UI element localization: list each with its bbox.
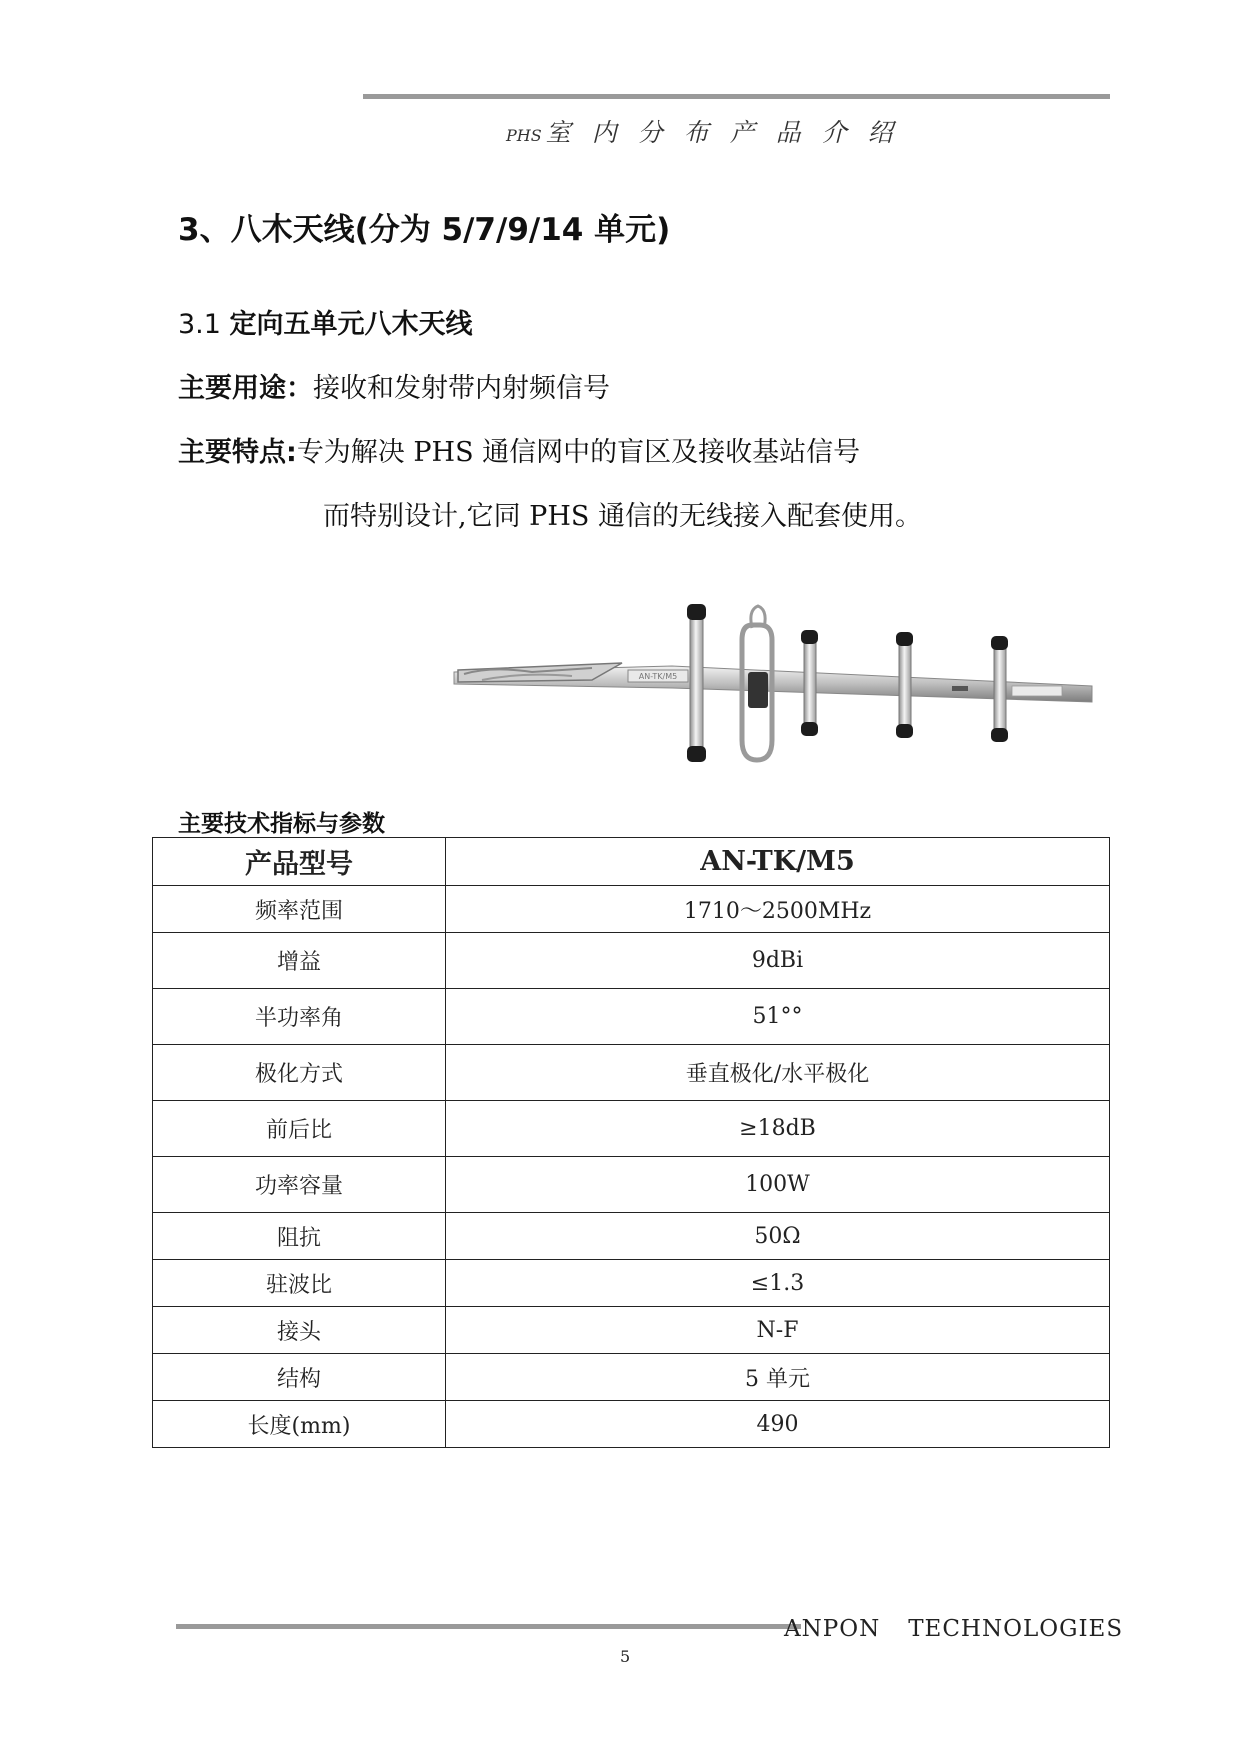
table-caption: 主要技术指标与参数 <box>178 811 385 837</box>
footer-company-part1: ANPON <box>784 1616 881 1642</box>
row-value-impedance: 50Ω <box>446 1213 1110 1260</box>
table-row <box>153 1045 1110 1101</box>
table-row <box>153 1213 1110 1260</box>
row-label-impedance: 阻抗 <box>153 1213 446 1260</box>
header-title-text: 室内分布产品介绍 <box>545 118 914 147</box>
table-row <box>153 989 1110 1045</box>
row-label-gain: 增益 <box>153 933 446 989</box>
row-value-connector: N-F <box>446 1307 1110 1354</box>
row-value-half-power-angle: 51°° <box>446 989 1110 1045</box>
table-row <box>153 1401 1110 1448</box>
table-row <box>153 1157 1110 1213</box>
table-row <box>153 1307 1110 1354</box>
section-title: 3、八木天线(分为 5/7/9/14 单元) <box>178 212 671 248</box>
antenna-label-plate: AN-TK/M5 <box>638 672 678 681</box>
row-label-polarization: 极化方式 <box>153 1045 446 1101</box>
spec-table <box>152 837 1110 1448</box>
table-header-row <box>153 838 1110 886</box>
row-label-frequency: 频率范围 <box>153 886 446 933</box>
footer-rule <box>176 1624 801 1629</box>
row-value-front-back-ratio: ≥18dB <box>446 1101 1110 1157</box>
subsection-number: 3.1 <box>178 309 221 340</box>
usage-label: 主要用途： <box>178 373 313 404</box>
row-label-length: 长度(mm) <box>153 1401 446 1448</box>
features-line2: 而特别设计,它同 PHS 通信的无线接入配套使用。 <box>323 501 922 532</box>
header-rule <box>363 94 1110 99</box>
usage-text: 接收和发射带内射频信号 <box>313 373 610 404</box>
row-value-gain: 9dBi <box>446 933 1110 989</box>
header-label-cell: 产品型号 <box>153 838 446 886</box>
row-value-power-capacity: 100W <box>446 1157 1110 1213</box>
features-paragraph <box>178 430 860 469</box>
subsection-heading <box>178 302 473 341</box>
table-row <box>153 1260 1110 1307</box>
header-value-cell: AN-TK/M5 <box>446 838 1110 886</box>
row-value-structure: 5 单元 <box>446 1354 1110 1401</box>
row-label-vswr: 驻波比 <box>153 1260 446 1307</box>
table-row <box>153 1354 1110 1401</box>
subsection-title: 定向五单元八木天线 <box>229 309 473 340</box>
row-value-frequency: 1710～2500MHz <box>446 886 1110 933</box>
row-label-structure: 结构 <box>153 1354 446 1401</box>
features-label: 主要特点: <box>178 437 297 468</box>
table-row <box>153 886 1110 933</box>
row-label-connector: 接头 <box>153 1307 446 1354</box>
header-title <box>506 113 914 149</box>
row-value-length: 490 <box>446 1401 1110 1448</box>
row-label-half-power-angle: 半功率角 <box>153 989 446 1045</box>
row-value-vswr: ≤1.3 <box>446 1260 1110 1307</box>
row-label-power-capacity: 功率容量 <box>153 1157 446 1213</box>
footer-company <box>784 1616 1123 1642</box>
row-value-polarization: 垂直极化/水平极化 <box>446 1045 1110 1101</box>
yagi-antenna-photo <box>452 600 1102 770</box>
page-number: 5 <box>620 1647 631 1666</box>
table-row <box>153 933 1110 989</box>
footer-company-part2: TECHNOLOGIES <box>908 1616 1124 1642</box>
table-row <box>153 1101 1110 1157</box>
features-line1: 专为解决 PHS 通信网中的盲区及接收基站信号 <box>296 437 861 468</box>
header-prefix: PHS <box>506 126 542 145</box>
usage-paragraph <box>178 366 610 405</box>
row-label-front-back-ratio: 前后比 <box>153 1101 446 1157</box>
